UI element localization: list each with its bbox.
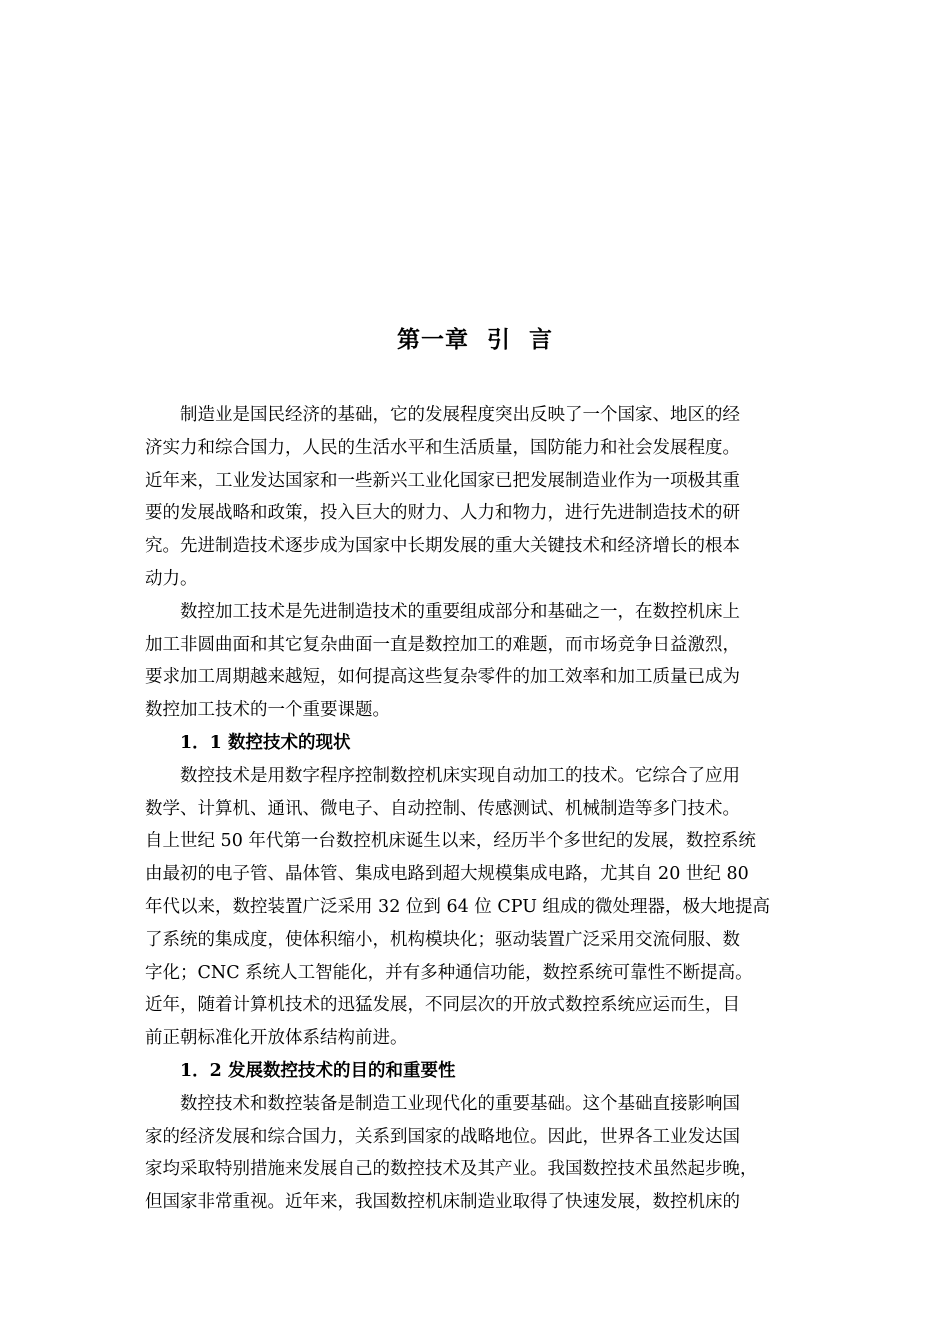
text-line: 究。先进制造技术逐步成为国家中长期发展的重大关键技术和经济增长的根本 — [145, 536, 740, 557]
intro-paragraph-1 — [145, 399, 825, 596]
text-line: 由最初的电子管、晶体管、集成电路到超大规模集成电路，尤其自 20 世纪 80 — [145, 864, 749, 885]
section-heading-1-2: 1．2 发展数控技术的目的和重要性 — [180, 1060, 456, 1081]
text-line: 数学、计算机、通讯、微电子、自动控制、传感测试、机械制造等多门技术。 — [145, 798, 740, 819]
text-line: 要求加工周期越来越短，如何提高这些复杂零件的加工效率和加工质量已成为 — [145, 667, 740, 688]
text-line: 数控技术是用数字程序控制数控机床实现自动加工的技术。它综合了应用 — [180, 765, 740, 786]
text-line: 前正朝标准化开放体系结构前进。 — [145, 1028, 408, 1049]
text-line: 家的经济发展和综合国力，关系到国家的战略地位。因此，世界各工业发达国 — [145, 1126, 740, 1147]
text-line: 近年来，工业发达国家和一些新兴工业化国家已把发展制造业作为一项极其重 — [145, 470, 740, 491]
body-text — [145, 399, 825, 1219]
section-1-2-paragraph — [145, 1088, 825, 1219]
text-line: 近年，随着计算机技术的迅猛发展，不同层次的开放式数控系统应运而生，目 — [145, 995, 740, 1016]
text-line: 字化；CNC 系统人工智能化，并有多种通信功能，数控系统可靠性不断提高。 — [145, 962, 753, 983]
text-line: 制造业是国民经济的基础，它的发展程度突出反映了一个国家、地区的经 — [180, 405, 740, 425]
text-line: 济实力和综合国力，人民的生活水平和生活质量，国防能力和社会发展程度。 — [145, 437, 740, 458]
text-line: 但国家非常重视。近年来，我国数控机床制造业取得了快速发展，数控机床的 — [145, 1192, 740, 1213]
text-line: 家均采取特别措施来发展自己的数控技术及其产业。我国数控技术虽然起步晚， — [145, 1159, 758, 1180]
chapter-title: 第一章 引 言 — [396, 326, 554, 353]
text-line: 加工非圆曲面和其它复杂曲面一直是数控加工的难题，而市场竞争日益激烈， — [145, 634, 740, 655]
section-heading-1-1: 1．1 数控技术的现状 — [180, 732, 351, 753]
text-line: 了系统的集成度，使体积缩小，机构模块化；驱动装置广泛采用交流伺服、数 — [145, 929, 740, 950]
text-line: 数控技术和数控装备是制造工业现代化的重要基础。这个基础直接影响国 — [180, 1093, 740, 1114]
text-line: 数控加工技术是先进制造技术的重要组成部分和基础之一，在数控机床上 — [180, 601, 740, 622]
section-1-1-paragraph — [145, 760, 825, 1055]
text-line: 要的发展战略和政策，投入巨大的财力、人力和物力，进行先进制造技术的研 — [145, 503, 740, 524]
intro-paragraph-2 — [145, 596, 825, 727]
text-line: 年代以来，数控装置广泛采用 32 位到 64 位 CPU 组成的微处理器，极大地提高 — [145, 896, 771, 917]
text-line: 动力。 — [145, 568, 198, 589]
text-line: 数控加工技术的一个重要课题。 — [145, 700, 390, 721]
text-line: 自上世纪 50 年代第一台数控机床诞生以来，经历半个多世纪的发展，数控系统 — [145, 831, 756, 852]
